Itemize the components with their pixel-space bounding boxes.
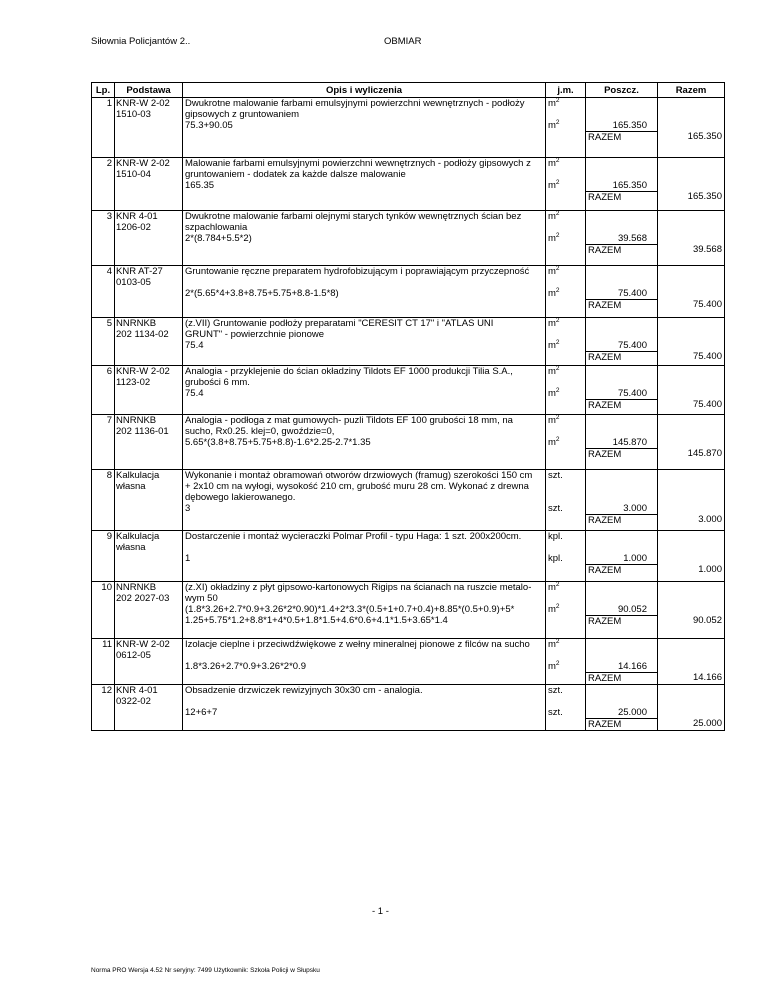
unit-exponent: 2 xyxy=(555,179,560,186)
item-razem-value: 165.350 xyxy=(687,191,722,202)
item-calc-unit: $m^2$ xyxy=(548,287,560,299)
item-poszcz-value: 39.568 xyxy=(617,233,647,244)
item-poszcz xyxy=(586,266,658,318)
item-jm xyxy=(546,470,586,531)
item-description-line: wym 50 xyxy=(185,593,218,604)
item-description-line: Gruntowanie ręczne preparatem hydrofobizującym i poprawiającym przyczepność xyxy=(185,266,530,277)
item-number: 3 xyxy=(92,211,115,266)
item-poszcz-value: 1.000 xyxy=(623,553,647,564)
item-razem-label: RAZEM xyxy=(586,191,657,203)
item-basis-code: Kalkulacja xyxy=(116,470,160,481)
item-basis-number: 202 2027-03 xyxy=(116,593,170,604)
item-basis-number: 1510-04 xyxy=(116,169,151,180)
item-basis xyxy=(115,470,183,531)
item-unit: $m^2$ xyxy=(548,365,560,377)
item-poszcz xyxy=(586,639,658,685)
item-basis-code: KNR-W 2-02 xyxy=(116,98,170,109)
item-basis-number: 1123-02 xyxy=(116,377,151,388)
item-description-line: Analogia - przyklejenie do ścian okładziny Tildots EF 1000 produkcji Tilia S.A., xyxy=(185,366,513,377)
unit-exponent: 2 xyxy=(555,339,560,346)
item-poszcz xyxy=(586,415,658,470)
item-description xyxy=(183,531,546,582)
item-description-line: dębowego lakierowanego. xyxy=(185,492,296,503)
item-razem-value: 165.350 xyxy=(687,131,722,142)
item-basis xyxy=(115,415,183,470)
unit-exponent: 2 xyxy=(555,660,560,667)
table-row xyxy=(92,318,725,366)
item-razem-value: 75.400 xyxy=(692,351,722,362)
item-razem-value: 75.400 xyxy=(692,299,722,310)
item-description xyxy=(183,266,546,318)
item-razem-label: RAZEM xyxy=(586,244,657,256)
item-calculation: 3 xyxy=(185,503,191,514)
item-number: 6 xyxy=(92,366,115,415)
item-basis-number: 1206-02 xyxy=(116,222,151,233)
unit-exponent: 2 xyxy=(555,157,560,164)
table-row xyxy=(92,531,725,582)
item-poszcz xyxy=(586,470,658,531)
unit-exponent: 2 xyxy=(555,387,560,394)
item-jm xyxy=(546,582,586,639)
item-basis xyxy=(115,98,183,158)
item-jm xyxy=(546,685,586,731)
item-poszcz-value: 3.000 xyxy=(623,503,647,514)
item-calculation: 2*(5.65*4+3.8+8.75+5.75+8.8-1.5*8) xyxy=(185,288,339,299)
item-basis-code: NNRNKB xyxy=(116,415,157,426)
item-calc-unit: $m^2$ xyxy=(548,603,560,615)
item-razem-value: 90.052 xyxy=(692,615,722,626)
item-description-line xyxy=(185,277,545,288)
item-unit: $m^2$ xyxy=(548,317,560,329)
item-unit: $m^2$ xyxy=(548,638,560,650)
item-unit: $m^2$ xyxy=(548,265,560,277)
item-description-line: gruntowaniem - dodatek za każde dalsze malowanie xyxy=(185,169,406,180)
item-description-line: Malowanie farbami emulsyjnymi powierzchni wewnętrznych - podłoży gipsowych z xyxy=(185,158,531,169)
item-description-line: (z.VII) Gruntowanie podłoży preparatami "CERESIT CT 17" i "ATLAS UNI xyxy=(185,318,494,329)
item-poszcz xyxy=(586,366,658,415)
item-description-line: grubości 6 mm. xyxy=(185,377,250,388)
table-row xyxy=(92,158,725,211)
table-body xyxy=(92,98,725,731)
item-basis-number: własna xyxy=(116,481,146,492)
item-description-line: (z.XI) okładziny z płyt gipsowo-kartonowych Rigips na ścianach na ruszcie metalo- xyxy=(185,582,532,593)
item-poszcz-value: 165.350 xyxy=(612,120,647,131)
unit-exponent: 2 xyxy=(555,603,560,610)
item-number: 1 xyxy=(92,98,115,158)
item-razem xyxy=(658,639,725,685)
item-number: 8 xyxy=(92,470,115,531)
item-razem-value: 3.000 xyxy=(698,514,722,525)
item-jm xyxy=(546,158,586,211)
item-basis xyxy=(115,211,183,266)
item-description-line: gipsowych z gruntowaniem xyxy=(185,109,300,120)
item-calc-unit: $m^2$ xyxy=(548,387,560,399)
item-razem xyxy=(658,318,725,366)
col-header-razem: Razem xyxy=(658,83,725,98)
obmiar-table xyxy=(91,82,725,731)
item-poszcz-value: 165.350 xyxy=(612,180,647,191)
item-description-line xyxy=(185,696,545,707)
unit-exponent: 2 xyxy=(555,119,560,126)
item-poszcz xyxy=(586,158,658,211)
item-razem-label: RAZEM xyxy=(586,131,657,143)
footer-text: Norma PRO Wersja 4.52 Nr seryjny: 7499 Użytkownik: Szkoła Policji w Słupsku xyxy=(91,967,320,974)
item-calc-unit: $m^2$ xyxy=(548,232,560,244)
item-poszcz-value: 90.052 xyxy=(617,604,647,615)
col-header-podstawa: Podstawa xyxy=(115,83,183,98)
table-row xyxy=(92,98,725,158)
item-calc-unit: $m^2$ xyxy=(548,119,560,131)
item-razem-value: 39.568 xyxy=(692,244,722,255)
item-calculation: 12+6+7 xyxy=(185,707,218,718)
item-poszcz xyxy=(586,685,658,731)
item-basis-code: KNR 4-01 xyxy=(116,211,158,222)
item-calc-unit: $m^2$ xyxy=(548,660,560,672)
item-basis xyxy=(115,366,183,415)
item-jm xyxy=(546,366,586,415)
item-poszcz-value: 75.400 xyxy=(617,388,647,399)
item-razem-label: RAZEM xyxy=(586,351,657,363)
unit-exponent: 2 xyxy=(555,414,560,421)
item-basis-number: 0322-02 xyxy=(116,696,151,707)
col-header-lp: Lp. xyxy=(92,83,115,98)
item-razem xyxy=(658,266,725,318)
item-calculation: 1 xyxy=(185,553,191,564)
item-description-line xyxy=(185,542,545,553)
item-calc-unit: kpl. xyxy=(548,553,563,564)
item-description-line: GRUNT" - powierzchnie pionowe xyxy=(185,329,325,340)
table-row xyxy=(92,211,725,266)
item-calculation: 1.8*3.26+2.7*0.9+3.26*2*0.9 xyxy=(185,661,306,672)
item-calculation: 75.4 xyxy=(185,388,204,399)
item-razem xyxy=(658,211,725,266)
item-description xyxy=(183,318,546,366)
item-razem-label: RAZEM xyxy=(586,672,657,684)
item-unit: kpl. xyxy=(548,531,563,542)
item-description-line: sucho, Rx0.25. klej=0, gwoździe=0, xyxy=(185,426,335,437)
item-calculation: 2*(8.784+5.5*2) xyxy=(185,233,252,244)
item-description xyxy=(183,158,546,211)
item-description xyxy=(183,211,546,266)
item-razem xyxy=(658,531,725,582)
item-description-line xyxy=(185,650,545,661)
item-basis-code: NNRNKB xyxy=(116,318,157,329)
item-razem-label: RAZEM xyxy=(586,564,657,576)
item-razem-label: RAZEM xyxy=(586,448,657,460)
item-razem xyxy=(658,470,725,531)
item-unit: $m^2$ xyxy=(548,210,560,222)
item-description-line: Dwukrotne malowanie farbami emulsyjnymi powierzchni wewnętrznych - podłoży xyxy=(185,98,525,109)
item-poszcz xyxy=(586,98,658,158)
item-razem-label: RAZEM xyxy=(586,399,657,411)
item-description-line: Dwukrotne malowanie farbami olejnymi starych tynków wewnętrznych ścian bez xyxy=(185,211,522,222)
item-description-line: Analogia - podłoga z mat gumowych- puzli Tildots EF 100 grubości 18 mm, na xyxy=(185,415,513,426)
item-razem-value: 1.000 xyxy=(698,564,722,575)
item-basis-code: KNR-W 2-02 xyxy=(116,158,170,169)
item-unit: $m^2$ xyxy=(548,581,560,593)
item-basis-number: własna xyxy=(116,542,146,553)
unit-exponent: 2 xyxy=(555,436,560,443)
item-basis xyxy=(115,266,183,318)
item-description xyxy=(183,582,546,639)
item-razem-value: 145.870 xyxy=(687,448,722,459)
item-number: 11 xyxy=(92,639,115,685)
unit-exponent: 2 xyxy=(555,97,560,104)
item-unit: $m^2$ xyxy=(548,157,560,169)
item-jm xyxy=(546,531,586,582)
item-poszcz-value: 145.870 xyxy=(612,437,647,448)
item-jm xyxy=(546,98,586,158)
unit-exponent: 2 xyxy=(555,265,560,272)
item-description xyxy=(183,470,546,531)
item-basis-code: KNR 4-01 xyxy=(116,685,158,696)
item-razem-label: RAZEM xyxy=(586,615,657,627)
item-description xyxy=(183,415,546,470)
item-description xyxy=(183,639,546,685)
item-basis-code: KNR-W 2-02 xyxy=(116,366,170,377)
item-calc-unit: $m^2$ xyxy=(548,436,560,448)
item-number: 12 xyxy=(92,685,115,731)
item-basis-number: 0612-05 xyxy=(116,650,151,661)
item-basis-number: 202 1134-02 xyxy=(116,329,169,340)
item-calc-unit: szt. xyxy=(548,707,563,718)
item-basis xyxy=(115,685,183,731)
table-row xyxy=(92,470,725,531)
col-header-poszcz: Poszcz. xyxy=(586,83,658,98)
item-poszcz xyxy=(586,582,658,639)
item-basis xyxy=(115,318,183,366)
item-basis-code: KNR AT-27 xyxy=(116,266,163,277)
item-number: 2 xyxy=(92,158,115,211)
item-poszcz xyxy=(586,318,658,366)
item-razem xyxy=(658,158,725,211)
document-header-section: OBMIAR xyxy=(384,36,422,47)
item-razem-value: 14.166 xyxy=(692,672,722,683)
item-number: 5 xyxy=(92,318,115,366)
table-header-row xyxy=(92,83,725,98)
item-poszcz-value: 25.000 xyxy=(617,707,647,718)
item-description xyxy=(183,98,546,158)
page-number: - 1 - xyxy=(372,906,389,917)
table-row xyxy=(92,415,725,470)
item-basis-number: 1510-03 xyxy=(116,109,151,120)
item-razem-value: 25.000 xyxy=(692,718,722,729)
item-basis-code: Kalkulacja xyxy=(116,531,160,542)
item-razem xyxy=(658,685,725,731)
table-row xyxy=(92,639,725,685)
item-number: 7 xyxy=(92,415,115,470)
unit-exponent: 2 xyxy=(555,638,560,645)
item-razem-label: RAZEM xyxy=(586,299,657,311)
item-description-line: Dostarczenie i montaż wycieraczki Polmar Profil - typu Haga: 1 szt. 200x200cm. xyxy=(185,531,522,542)
item-jm xyxy=(546,318,586,366)
item-poszcz xyxy=(586,531,658,582)
item-basis xyxy=(115,582,183,639)
unit-exponent: 2 xyxy=(555,287,560,294)
item-description-line: + 2x10 cm na wyłogi, wysokość 210 cm, grubość muru 28 cm. Wykonać z drewna xyxy=(185,481,529,492)
item-calculation: 75.4 xyxy=(185,340,204,351)
item-basis-code: NNRNKB xyxy=(116,582,157,593)
item-calculation: 165.35 xyxy=(185,180,215,191)
item-description-line: Izolacje cieplne i przeciwdźwiękowe z wełny mineralnej pionowe z filców na sucho xyxy=(185,639,530,650)
item-basis-number: 202 1136-01 xyxy=(116,426,169,437)
item-poszcz-value: 75.400 xyxy=(617,288,647,299)
item-basis-number: 0103-05 xyxy=(116,277,151,288)
item-unit: szt. xyxy=(548,685,563,696)
item-razem xyxy=(658,366,725,415)
item-description xyxy=(183,366,546,415)
item-description-line: Wykonanie i montaż obramowań otworów drzwiowych (framug) szerokości 150 cm xyxy=(185,470,533,481)
unit-exponent: 2 xyxy=(555,317,560,324)
unit-exponent: 2 xyxy=(555,232,560,239)
item-razem-value: 75.400 xyxy=(692,399,722,410)
table-row xyxy=(92,685,725,731)
item-razem xyxy=(658,582,725,639)
item-number: 10 xyxy=(92,582,115,639)
item-basis xyxy=(115,531,183,582)
item-basis xyxy=(115,639,183,685)
item-calculation: 75.3+90.05 xyxy=(185,120,233,131)
item-poszcz-value: 75.400 xyxy=(617,340,647,351)
item-poszcz xyxy=(586,211,658,266)
document-header-title: Siłownia Policjantów 2.. xyxy=(91,36,191,47)
item-jm xyxy=(546,639,586,685)
item-number: 9 xyxy=(92,531,115,582)
item-jm xyxy=(546,211,586,266)
table-row xyxy=(92,266,725,318)
item-razem xyxy=(658,415,725,470)
item-jm xyxy=(546,266,586,318)
item-description xyxy=(183,685,546,731)
item-jm xyxy=(546,415,586,470)
col-header-opis: Opis i wyliczenia xyxy=(183,83,546,98)
unit-exponent: 2 xyxy=(555,581,560,588)
item-basis-code: KNR-W 2-02 xyxy=(116,639,170,650)
item-description-line: szpachlowania xyxy=(185,222,248,233)
unit-exponent: 2 xyxy=(555,210,560,217)
item-unit: $m^2$ xyxy=(548,97,560,109)
item-razem-label: RAZEM xyxy=(586,514,657,526)
item-unit: $m^2$ xyxy=(548,414,560,426)
item-calculation: 5.65*(3.8+8.75+5.75+8.8)-1.6*2.25-2.7*1.35 xyxy=(185,437,371,448)
table-row xyxy=(92,582,725,639)
item-description-line: Obsadzenie drzwiczek rewizyjnych 30x30 cm - analogia. xyxy=(185,685,423,696)
item-calc-unit: $m^2$ xyxy=(548,339,560,351)
item-razem xyxy=(658,98,725,158)
unit-exponent: 2 xyxy=(555,365,560,372)
item-poszcz-value: 14.166 xyxy=(617,661,647,672)
item-unit: szt. xyxy=(548,470,563,481)
item-basis xyxy=(115,158,183,211)
item-calculation-cont: 1.25+5.75*1.2+8.8*1+4*0.5+1.8*1.5+4.6*0.6+4.1*1.5+3.65*1.4 xyxy=(185,615,448,626)
item-calculation: (1.8*3.26+2.7*0.9+3.26*2*0.90)*1.4+2*3.3*(0.5+1+0.7+0.4)+8.85*(0.5+0.9)+5* xyxy=(185,604,515,615)
table-row xyxy=(92,366,725,415)
item-razem-label: RAZEM xyxy=(586,718,657,730)
col-header-jm: j.m. xyxy=(546,83,586,98)
item-calc-unit: $m^2$ xyxy=(548,179,560,191)
item-number: 4 xyxy=(92,266,115,318)
item-calc-unit: szt. xyxy=(548,503,563,514)
